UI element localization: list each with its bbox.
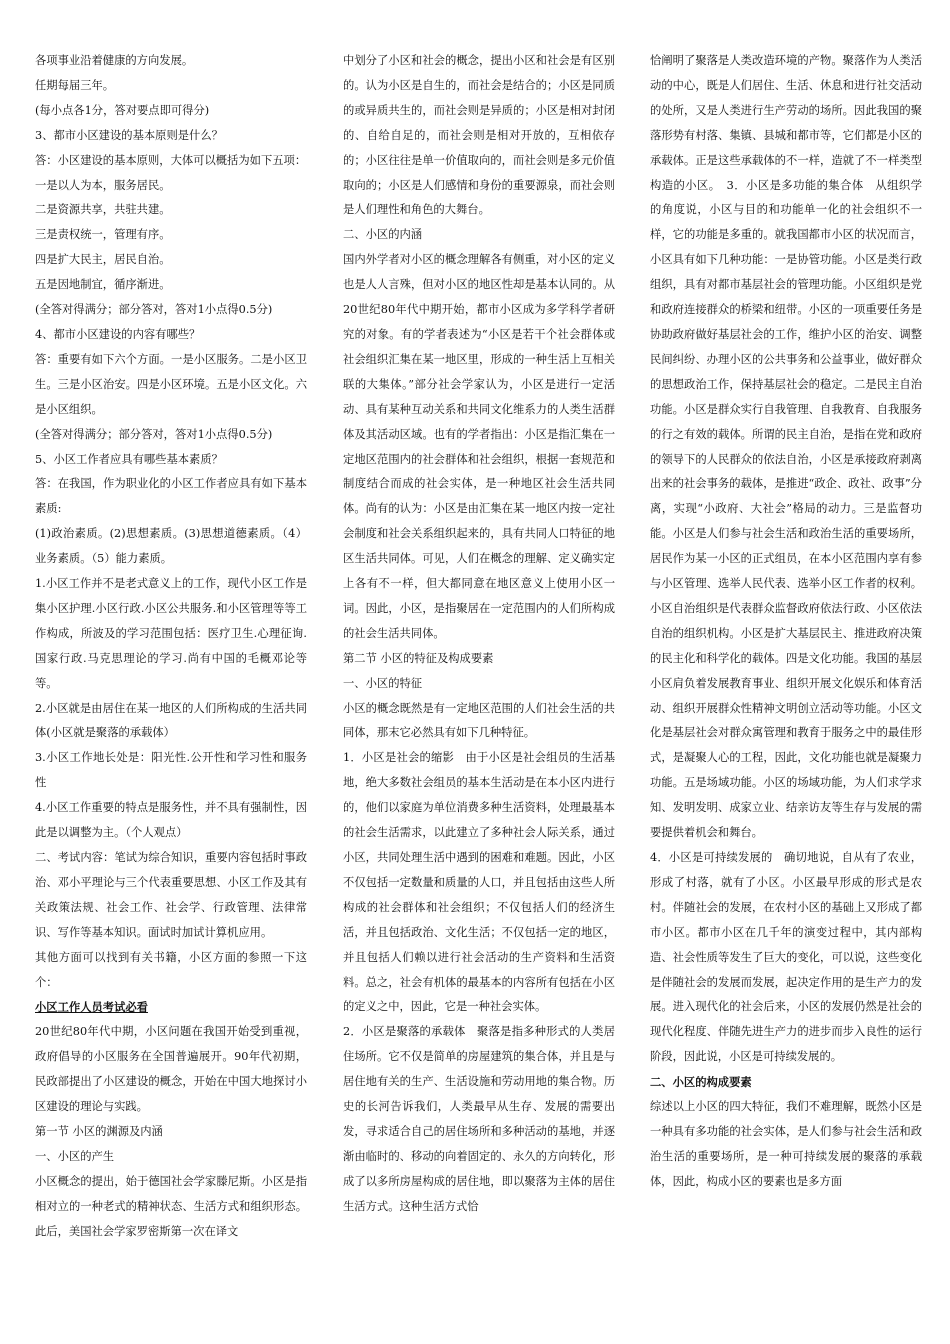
paragraph: 20世纪80年代中期，小区问题在我国开始受到重视，政府倡导的小区服务在全国普遍展开。90年代初期，民政部提出了小区建设的概念，开始在中国大地探讨小区建设的理论与实践。 — [35, 1025, 307, 1114]
paragraph: 各项事业沿着健康的方向发展。 — [35, 54, 194, 67]
paragraph: 小区概念的提出，始于德国社会学家滕尼斯。小区是指相对立的一种老式的精神状态、生活方式和组织形态。此后，美国社会学家罗密斯第一次在译文 — [35, 1174, 307, 1238]
paragraph: 国内外学者对小区的概念理解各有侧重，对小区的定义也是人人言殊，但对小区的地区性却是基本认同的。从20世纪80年代中期开始，都市小区成为多学科学者研究的对象。有的学者表述为“小区是若干个社会群体或社会组织汇集在某一地区里，形成的一种生活上互相关联的大集体。”部分社会学家认为，小区是进行一定活动、具有某种互动关系和共同文化维系力的人类生活群体及其活动区域。也有的学者指出：小区是指汇集在一定地区范围内的社会群体和社会组织，根据一套规范和制度结合而成的社会实体，是一种地区社会生活共同体。尚有的认为：小区是由汇集在某一地区内按一定社会制度和社会关系组织起来的，具有共同人口特征的地区生活共同体。可见，人们在概念的理解、定义确实定上各有不一样，但大都同意在地区意义上使用小区一词。因此，小区，是指聚居在一定范围内的人们所构成的社会生活共同体。 — [343, 253, 615, 640]
paragraph: 3.小区工作地长处是：阳光性.公开性和学习性和服务性 — [35, 751, 307, 790]
paragraph: 2.小区就是由居住在某一地区的人们所构成的生活共同体(小区就是聚落的承载体） — [35, 701, 307, 740]
underlined-heading: 小区工作人员考试必看 — [35, 1000, 148, 1015]
paragraph: (全答对得满分；部分答对，答对1小点得0.5分) — [35, 427, 273, 441]
paragraph: 三是责权统一，管理有序。 — [35, 228, 171, 242]
paragraph: 五是因地制宜，循序渐进。 — [35, 278, 171, 292]
column-right — [650, 49, 922, 1195]
column-left — [35, 49, 307, 1245]
paragraph: 小区的概念既然是有一定地区范围的人们社会生活的共同体，那末它必然具有如下几种特征。 — [343, 701, 615, 740]
paragraph: 1.小区工作并不是老式意义上的工作，现代小区工作是集小区护理.小区行政.小区公共服务.和小区管理等等工作构成，所波及的学习范围包括：医疗卫生.心理征询.国家行政.马克思理论的学习.尚有中国的毛概邓论等等。 — [35, 577, 307, 690]
paragraph: (每小点各1分，答对要点即可得分) — [35, 103, 210, 117]
section-heading: 二、小区的构成要素 — [650, 1075, 752, 1090]
paragraph: 恰阐明了聚落是人类改造环境的产物。聚落作为人类活动的中心，既是人们居住、生活、休息和进行社交活动的处所，又是人类进行生产劳动的场所。因此我国的聚落形势有村落、集镇、县城和都市等，它们都是小区的承载体。正是这些承载体的不一样，造就了不一样类型构造的小区。 3．小区是多功能的集合体 从组织学的角度说，小区与目的和功能单一化的社会组织不一样，它的功能是多重的。就我国都市小区的状况而言，小区具有如下几种功能：一是协管功能。小区是类行政组织，具有对都市基层社会的管理功能。小区组织是党和政府连接群众的桥梁和纽带。小区的一项重要任务是协助政府做好基层社会的工作，维护小区的治安、调整民间纠纷、办理小区的公共事务和公益事业，做好群众的思想政治工作，保持基层社会的稳定。二是民主自治功能。小区是群众实行自我管理、自我教育、自我服务的行之有效的载体。所谓的民主自治，是指在党和政府的领导下的人民群众的依法自治，小区是承接政府剥离出来的社会事务的载体，是推进“政企、政社、政事”分离，实现“小政府、大社会”格局的动力。三是监督功能。小区是人们参与社会生活和政治生活的重要场所，居民作为某一小区的正式组员，在本小区范围内享有参与小区管理、选举人民代表、选举小区工作者的权利。小区自治组织是代表群众监督政府依法行政、小区依法自治的组织机构。小区是扩大基层民主、推进政府决策的民主化和科学化的载体。四是文化功能。我国的基层小区肩负着发展教育事业、组织开展文化娱乐和体育活动、组织开展群众性精神文明创立活动等功能。小区文化是基层社会对群众寓管理和教育于服务之中的最佳形式，是凝聚人心的工程，因此，文化功能也就是凝聚力功能。五是场域功能。小区的场域功能，为人们求学求知、发明发明、成家立业、结亲访友等生存与发展的需要提供着机会和舞台。 — [650, 54, 922, 840]
paragraph: 一、小区的特征 — [343, 676, 423, 690]
paragraph: 二是资源共享，共驻共建。 — [35, 203, 171, 217]
paragraph: 二、考试内容：笔试为综合知识，重要内容包括时事政治、邓小平理论与三个代表重要思想、小区工作及其有关政策法规、社会工作、社会学、行政管理、法律常识、写作等基本知识。面试时加试计算机应用。 — [35, 851, 307, 939]
paragraph: 一是以人为本，服务居民。 — [35, 178, 171, 192]
paragraph: 2．小区是聚落的承载体 聚落是指多种形式的人类居住场所。它不仅是简单的房屋建筑的集合体，并且是与居住地有关的生产、生活设施和劳动用地的集合物。历史的长河告诉我们，人类最早从生存、发展的需要出发，寻求适合自己的居住场所和多种活动的基地，并逐渐由临时的、移动的向着固定的、永久的方向转化，形成了以多所房屋构成的居住地，即以聚落为主体的居住生活方式。这种生活方式恰 — [343, 1025, 615, 1213]
paragraph: 二、小区的内涵 — [343, 228, 423, 242]
paragraph: 四是扩大民主，居民自治。 — [35, 253, 171, 267]
paragraph: 其他方面可以找到有关书籍，小区方面的参照一下这个： — [35, 950, 307, 989]
paragraph: 3、都市小区建设的基本原则是什么？ — [35, 128, 223, 142]
paragraph: 第一节 小区的渊源及内涵 — [35, 1124, 163, 1138]
paragraph: 答：在我国，作为职业化的小区工作者应具有如下基本素质: — [35, 477, 307, 516]
paragraph: 1．小区是社会的缩影 由于小区是社会组员的生活基地，绝大多数社会组员的基本生活动是在本小区内进行的，他们以家庭为单位消费多种生活资料，处理最基本的社会生活需求，以此建立了多种社会人际关系，通过小区，共同处理生活中遇到的困难和难题。因此，小区不仅包括一定数量和质量的人口，并且包括由这些人所构成的社会群体和社会组织；不仅包括人们的经济生活，并且包括政治、文化生活；不仅包括一定的地区，并且包括人们赖以进行社会活动的生产资料和生活资料。总之，社会有机体的最基本的内容所有包括在小区的定义之中，因此，它是一种社会实体。 — [343, 751, 615, 1014]
paragraph: (1)政治素质。(2)思想素质。(3)思想道德素质。（4）业务素质。（5）能力素质。 — [35, 527, 307, 566]
paragraph: 第二节 小区的特征及构成要素 — [343, 651, 494, 665]
paragraph: 答：重要有如下六个方面。一是小区服务。二是小区卫生。三是小区治安。四是小区环境。五是小区文化。六是小区组织。 — [35, 352, 307, 416]
paragraph: 任期每届三年。 — [35, 78, 115, 92]
paragraph: 4、都市小区建设的内容有哪些？ — [35, 327, 201, 341]
paragraph: 一、小区的产生 — [35, 1149, 115, 1163]
paragraph: 中划分了小区和社会的概念，提出小区和社会是有区别的。认为小区是自生的，而社会是结合的；小区是同质的或异质共生的，而社会则是异质的；小区是相对封闭的、自给自足的，而社会则是相对开放的，互相依存的；小区往往是单一价值取向的，而社会则是多元价值取向的；小区是人们感情和身份的重要源泉，而社会则是人们理性和角色的大舞台。 — [343, 54, 615, 217]
paragraph: 5、小区工作者应具有哪些基本素质？ — [35, 452, 223, 466]
column-middle — [343, 49, 615, 1220]
paragraph: 答：小区建设的基本原则，大体可以概括为如下五项： — [35, 153, 307, 167]
paragraph: (全答对得满分；部分答对，答对1小点得0.5分) — [35, 303, 273, 317]
paragraph: 4.小区工作重要的特点是服务性，并不具有强制性，因此是以调整为主。（个人观点） — [35, 801, 307, 840]
paragraph: 4．小区是可持续发展的 确切地说，自从有了农业，形成了村落，就有了小区。小区最早形成的形式是农村。伴随社会的发展，在农村小区的基础上又形成了都市小区。都市小区在几千年的演变过程中，其内部构造、社会性质等发生了巨大的变化，可以说，这些变化是伴随社会的发展而发展，起决定作用的是生产力的发展。进入现代化的社会后来，小区的发展仍然是社会的现代化程度、伴随先进生产力的进步而步入良性的运行阶段，因此说，小区是可持续发展的。 — [650, 851, 922, 1064]
paragraph: 综述以上小区的四大特征，我们不难理解，既然小区是一种具有多功能的社会实体，是人们参与社会生活和政治生活的重要场所，是一种可持续发展的聚落的承载体，因此，构成小区的要素也是多方面 — [650, 1100, 922, 1188]
